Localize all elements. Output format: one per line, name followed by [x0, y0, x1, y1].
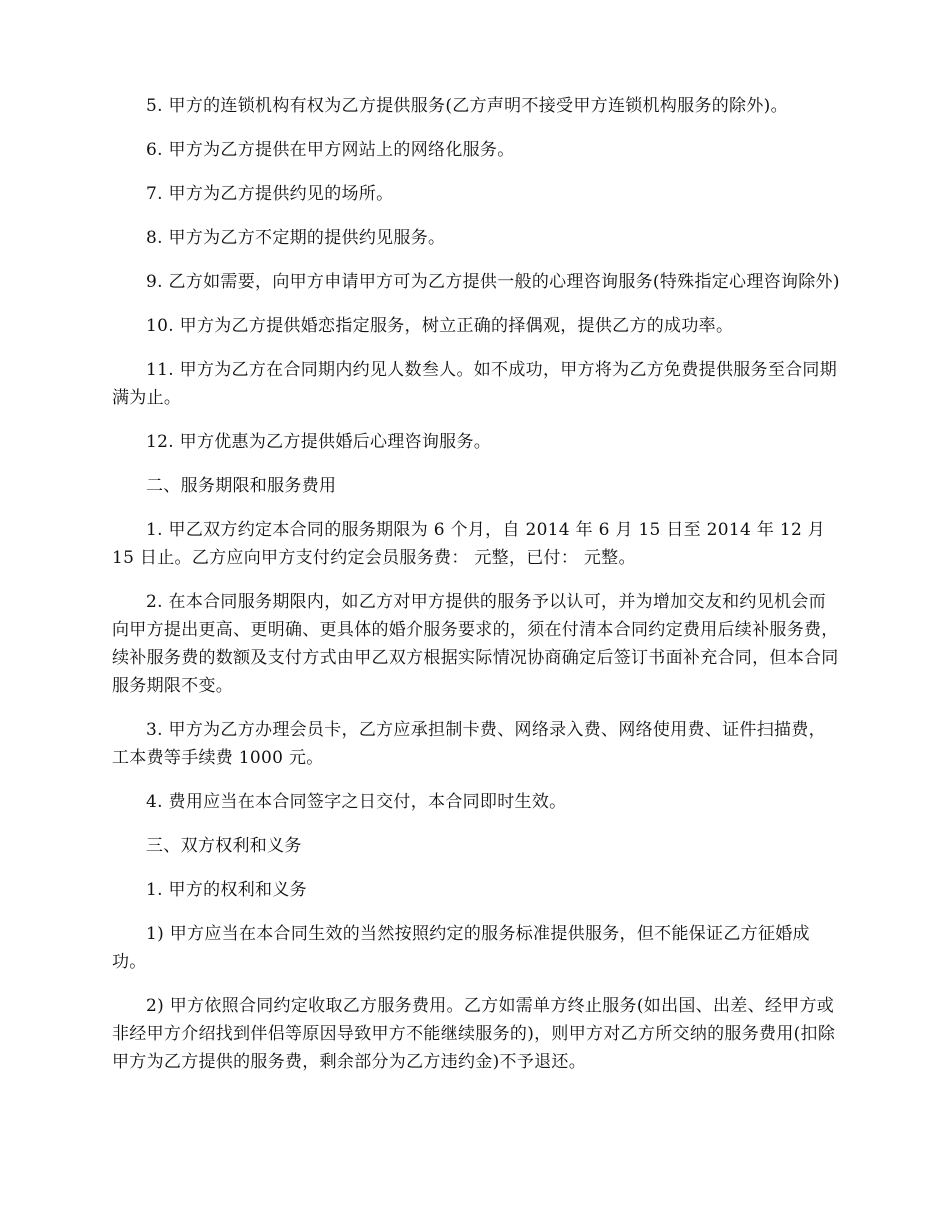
fee-clause-1: 1. 甲乙双方约定本合同的服务期限为 6 个月，自 2014 年 6 月 15 日至 2014 年 12 月 15 日止。乙方应向甲方支付约定会员服务费： 元整，已付： 元整。	[112, 520, 826, 568]
clause-10: 10. 甲方为乙方提供婚恋指定服务，树立正确的择偶观，提供乙方的成功率。	[146, 316, 734, 336]
section-heading-service-term: 二、服务期限和服务费用	[146, 476, 337, 496]
clause-7: 7. 甲方为乙方提供约见的场所。	[146, 184, 394, 204]
fee-clause-4: 4. 费用应当在本合同签字之日交付，本合同即时生效。	[146, 792, 567, 812]
section-heading-rights: 三、双方权利和义务	[146, 836, 302, 856]
party-a-item-1: 1) 甲方应当在本合同生效的当然按照约定的服务标准提供服务，但不能保证乙方征婚成功。	[112, 924, 810, 972]
document-body	[112, 92, 840, 1092]
party-a-item-2: 2) 甲方依照合同约定收取乙方服务费用。乙方如需单方终止服务(如出国、出差、经甲方或非经甲方介绍找到伴侣等原因导致甲方不能继续服务的)，则甲方对乙方所交纳的服务费用(扣除甲方为乙方提供的服务费，剩余部分为乙方违约金)不予退还。	[112, 996, 836, 1072]
clause-9: 9. 乙方如需要，向甲方申请甲方可为乙方提供一般的心理咨询服务(特殊指定心理咨询除外)	[146, 272, 840, 292]
clause-12: 12. 甲方优惠为乙方提供婚后心理咨询服务。	[146, 432, 492, 452]
clause-11: 11. 甲方为乙方在合同期内约见人数叁人。如不成功，甲方将为乙方免费提供服务至合同期满为止。	[112, 360, 838, 408]
clause-8: 8. 甲方为乙方不定期的提供约见服务。	[146, 228, 446, 248]
clause-5: 5. 甲方的连锁机构有权为乙方提供服务(乙方声明不接受甲方连锁机构服务的除外)。	[146, 96, 788, 116]
fee-clause-2: 2. 在本合同服务期限内，如乙方对甲方提供的服务予以认可，并为增加交友和约见机会而向甲方提出更高、更明确、更具体的婚介服务要求的，须在付清本合同约定费用后续补服务费，续补服务费的数额及支付方式由甲乙双方根据实际情况协商确定后签订书面补充合同，但本合同服务期限不变。	[112, 592, 839, 696]
subsection-party-a: 1. 甲方的权利和义务	[146, 880, 307, 900]
fee-clause-3: 3. 甲方为乙方办理会员卡，乙方应承担制卡费、网络录入费、网络使用费、证件扫描费，工本费等手续费 1000 元。	[112, 720, 826, 768]
clause-6: 6. 甲方为乙方提供在甲方网站上的网络化服务。	[146, 140, 515, 160]
